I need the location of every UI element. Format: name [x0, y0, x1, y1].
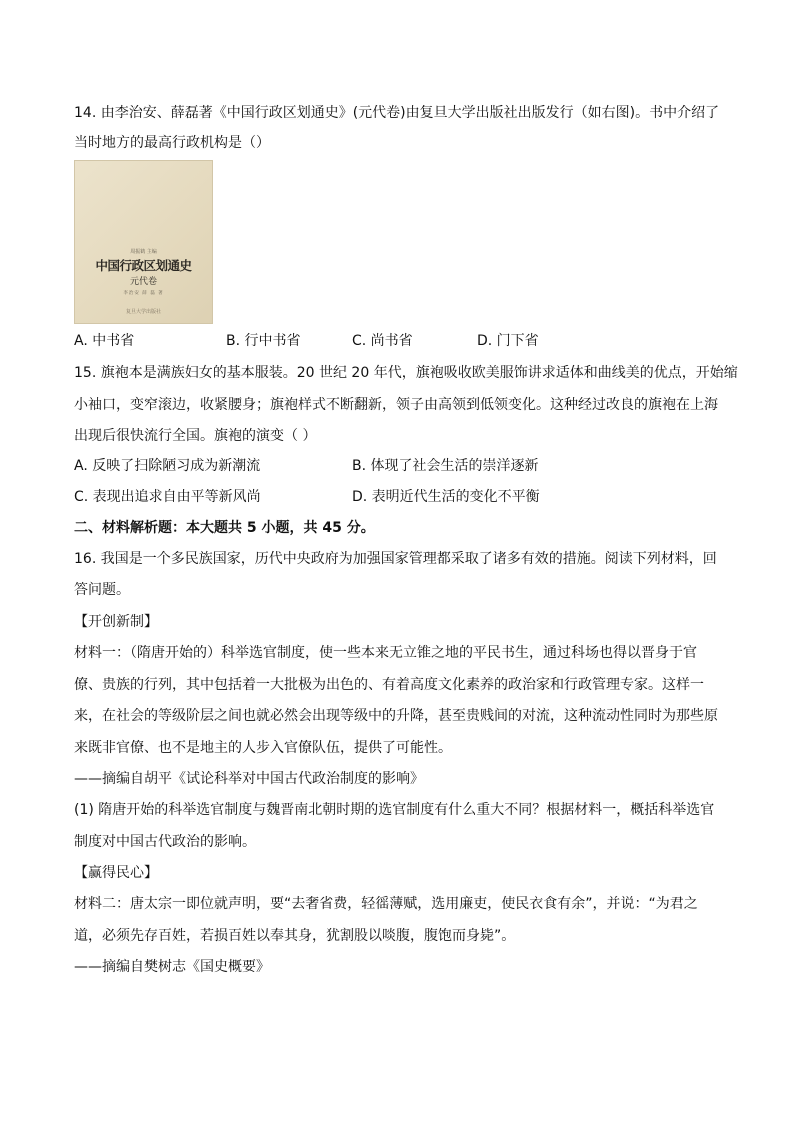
- q14-option-b: B. 行中书省: [226, 333, 301, 349]
- q15-stem-line-2: 小袖口，变窄滚边，收紧腰身；旗袍样式不断翻新，领子由高领到低领变化。这种经过改良的旗袍在上海: [74, 397, 718, 413]
- q16-subheading-2: 【赢得民心】: [74, 865, 158, 881]
- q15-option-d: D. 表明近代生活的变化不平衡: [352, 489, 540, 505]
- q16-subquestion-1-line-2: 制度对中国古代政治的影响。: [74, 834, 256, 850]
- book-cover-publisher: 复旦大学出版社: [125, 309, 161, 315]
- book-cover-series: 周振鹤 主编: [130, 249, 157, 255]
- q14-stem-line-1: 14. 由李治安、薛磊著《中国行政区划通史》(元代卷)由复旦大学出版社出版发行（如右图)。书中介绍了: [74, 105, 720, 121]
- q14-option-d: D. 门下省: [477, 333, 539, 349]
- book-cover-title: 中国行政区划通史: [95, 258, 192, 273]
- q16-subheading-1: 【开创新制】: [74, 614, 158, 630]
- q14-option-c: C. 尚书省: [352, 333, 413, 349]
- q15-stem-line-1: 15. 旗袍本是满族妇女的基本服装。20 世纪 20 年代，旗袍吸收欧美服饰讲求适体和曲线美的优点，开始缩: [74, 365, 738, 381]
- material-1-line-4: 来既非官僚、也不是地主的人步入官僚队伍，提供了可能性。: [74, 740, 452, 756]
- material-1-line-3: 来，在社会的等级阶层之间也就必然会出现等级中的升降，甚至贵贱间的对流，这种流动性同时为那些原: [74, 708, 718, 724]
- q14-stem-line-2: 当时地方的最高行政机构是（）: [74, 135, 270, 151]
- material-1-line-1: 材料一：（隋唐开始的）科举选官制度，使一些本来无立锥之地的平民书生，通过科场也得以晋身于官: [74, 645, 697, 661]
- q15-option-c: C. 表现出追求自由平等新风尚: [74, 489, 261, 505]
- material-1-source: ——摘编自胡平《试论科举对中国古代政治制度的影响》: [74, 771, 424, 787]
- book-cover-subtitle: 元代卷: [129, 277, 157, 287]
- q16-stem-line-1: 16. 我国是一个多民族国家，历代中央政府为加强国家管理都采取了诸多有效的措施。阅读下列材料，回: [74, 551, 717, 567]
- q15-stem-line-3: 出现后很快流行全国。旗袍的演变（ ）: [74, 428, 317, 444]
- section-heading: 二、材料解析题：本大题共 5 小题，共 45 分。: [74, 520, 375, 536]
- book-cover-authors: 李治安 薛 磊 著: [123, 291, 164, 296]
- material-2-source: ——摘编自樊树志《国史概要》: [74, 959, 270, 975]
- q15-option-a: A. 反映了扫除陋习成为新潮流: [74, 458, 261, 474]
- material-2-line-1: 材料二：唐太宗一即位就声明，要“去奢省费，轻徭薄赋，选用廉吏，使民衣食有余”，并说：“为君之: [74, 896, 698, 912]
- q16-stem-line-2: 答问题。: [74, 582, 130, 598]
- material-2-line-2: 道，必须先存百姓，若损百姓以奉其身，犹割股以啖腹，腹饱而身毙”。: [74, 928, 516, 944]
- material-1-line-2: 僚、贵族的行列，其中包括着一大批极为出色的、有着高度文化素养的政治家和行政管理专家。这样一: [74, 677, 704, 693]
- q14-option-a: A. 中书省: [74, 333, 135, 349]
- q15-option-b: B. 体现了社会生活的崇洋逐新: [352, 458, 539, 474]
- q16-subquestion-1-line-1: (1) 隋唐开始的科举选官制度与魏晋南北朝时期的选官制度有什么重大不同？根据材料一，概括科举选官: [74, 802, 715, 818]
- book-cover-image: [74, 160, 213, 324]
